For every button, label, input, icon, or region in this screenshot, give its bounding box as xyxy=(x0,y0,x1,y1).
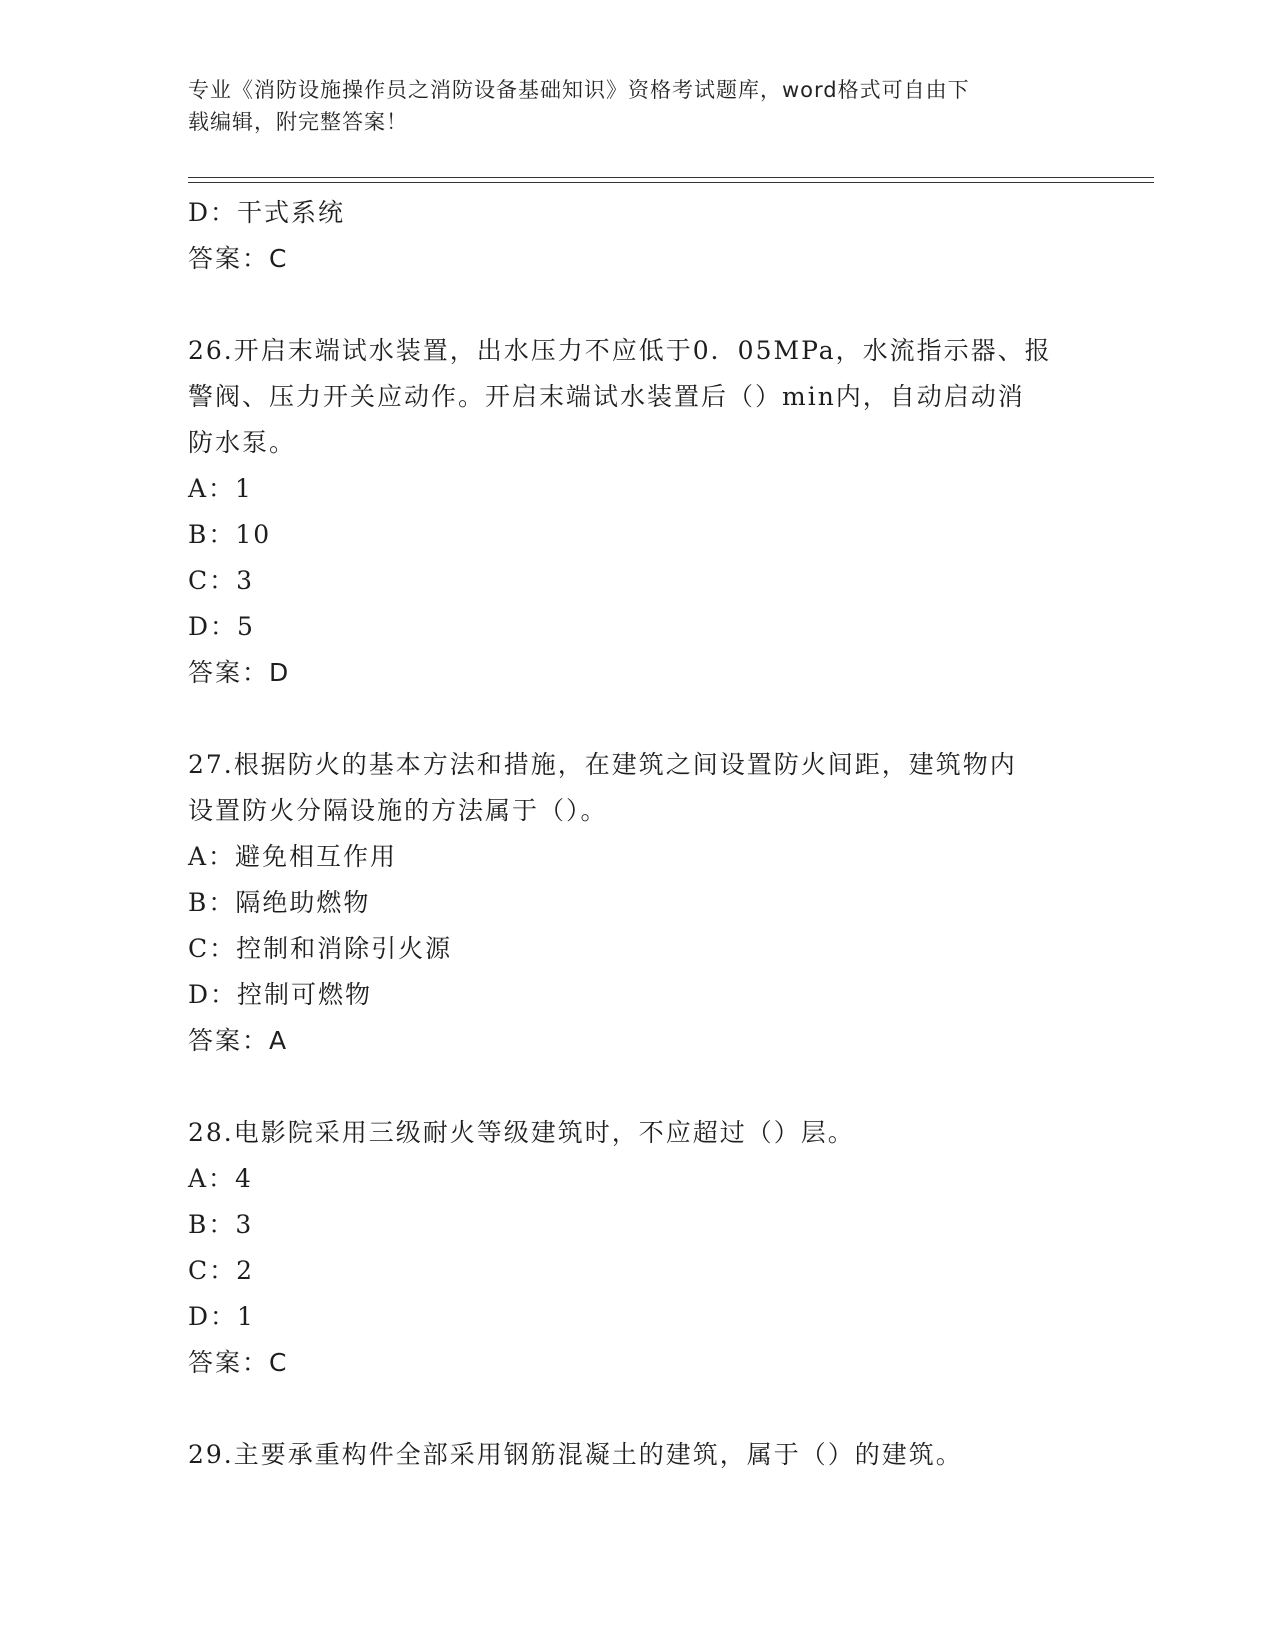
answer: 答案：A xyxy=(188,1026,289,1055)
answer: 答案：C xyxy=(188,1348,289,1377)
header-line-2: 载编辑，附完整答案！ xyxy=(188,110,408,134)
option-b: B：10 xyxy=(188,520,272,549)
spacer xyxy=(188,1386,1088,1432)
question-28 xyxy=(188,1110,1088,1386)
answer: 答案：D xyxy=(188,658,291,687)
header-line-1: 专业《消防设施操作员之消防设备基础知识》资格考试题库，word格式可自由下 xyxy=(188,78,970,102)
question-text-line: 设置防火分隔设施的方法属于（）。 xyxy=(188,796,608,825)
spacer xyxy=(188,282,1088,328)
question-text-line: 27.根据防火的基本方法和措施，在建筑之间设置防火间距，建筑物内 xyxy=(188,750,1017,779)
option-b: B：隔绝助燃物 xyxy=(188,888,371,917)
option-a: A：避免相互作用 xyxy=(188,842,398,871)
option-d: D：干式系统 xyxy=(188,198,346,227)
option-d: D：5 xyxy=(188,612,255,641)
question-25-tail xyxy=(188,190,1088,282)
question-text-line: 29.主要承重构件全部采用钢筋混凝土的建筑，属于（）的建筑。 xyxy=(188,1440,963,1469)
question-27 xyxy=(188,742,1088,1064)
header-divider-bottom xyxy=(188,182,1154,183)
answer: 答案：C xyxy=(188,244,289,273)
spacer xyxy=(188,1064,1088,1110)
option-c: C：2 xyxy=(188,1256,255,1285)
option-a: A：1 xyxy=(188,474,253,503)
option-d: D：1 xyxy=(188,1302,255,1331)
option-a: A：4 xyxy=(188,1164,253,1193)
question-list xyxy=(188,190,1088,1478)
question-text-line: 26.开启末端试水装置，出水压力不应低于0．05MPa，水流指示器、报 xyxy=(188,336,1052,365)
option-c: C：3 xyxy=(188,566,255,595)
option-c: C：控制和消除引火源 xyxy=(188,934,453,963)
spacer xyxy=(188,696,1088,742)
question-text-line: 防水泵。 xyxy=(188,428,297,457)
question-text-line: 警阀、压力开关应动作。开启末端试水装置后（）min内，自动启动消 xyxy=(188,382,1025,411)
document-header xyxy=(188,74,1068,138)
question-text-line: 28.电影院采用三级耐火等级建筑时，不应超过（）层。 xyxy=(188,1118,855,1147)
question-29 xyxy=(188,1432,1088,1478)
option-b: B：3 xyxy=(188,1210,254,1239)
option-d: D：控制可燃物 xyxy=(188,980,373,1009)
header-divider-top xyxy=(188,177,1154,178)
question-26 xyxy=(188,328,1088,696)
